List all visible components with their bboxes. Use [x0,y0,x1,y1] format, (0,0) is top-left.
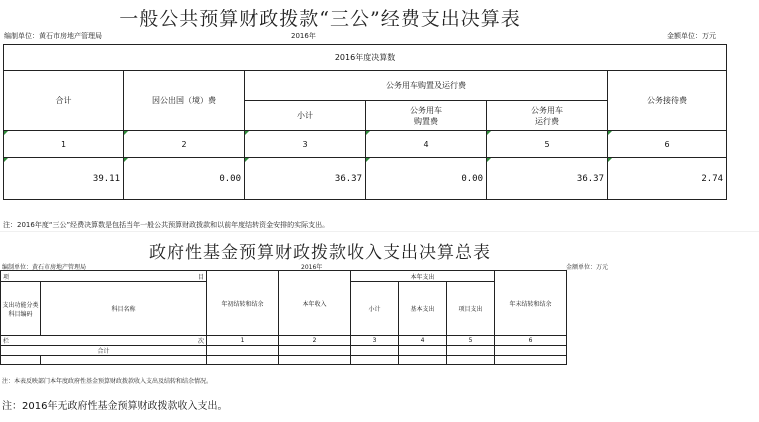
index-cell: 4 [366,131,487,158]
col-vehicle-header: 公务用车购置及运行费 [245,71,608,101]
sheet2-note: 注：本表反映部门本年度政府性基金预算财政拨款收入支出及结转和结余情况。 [2,378,213,385]
col-subtotal-header: 小计 [245,101,366,131]
col-spend-header: 本年支出 [351,271,495,282]
row-lan: 栏 [3,338,10,345]
empty-cell[interactable] [207,346,279,356]
col-abroad-header: 因公出国（境）费 [124,71,245,131]
index-cell: 5 [447,336,495,346]
empty-cell[interactable] [495,356,567,365]
empty-cell[interactable] [41,356,207,365]
index-cell: 1 [4,131,124,158]
col-operation-header: 公务用车 运行费 [487,101,608,131]
sheet2-title: 政府性基金预算财政拨款收入支出决算总表 [149,243,491,263]
row-ci: 次 [198,338,205,345]
sheet1-unit-label: 编制单位：黄石市房地产管理局 [4,32,102,40]
col-total-header: 合计 [4,71,124,131]
index-cell: 4 [399,336,447,346]
sheet1-title: 一般公共预算财政拨款“三公”经费支出决算表 [119,8,521,30]
empty-cell[interactable] [399,346,447,356]
item-header-end: 目 [198,274,205,281]
index-cell: 2 [124,131,245,158]
col-subject-header: 科目名称 [41,282,207,336]
empty-cell[interactable] [495,346,567,356]
sheet1-amount-unit: 金额单位：万元 [667,32,716,40]
value-abroad[interactable]: 0.00 [124,158,245,200]
sheet2-amount-unit: 金额单位：万元 [566,264,609,271]
three-public-expense-table [3,44,727,200]
value-purchase[interactable]: 0.00 [366,158,487,200]
item-header: 项 [3,273,10,281]
index-cell: 6 [495,336,567,346]
gov-fund-summary-table [0,270,635,365]
sheet1-year: 2016年 [291,32,316,40]
col-purchase-header: 公务用车 购置费 [366,101,487,131]
col-project-header: 项目支出 [447,282,495,336]
header-2016-final: 2016年度决算数 [4,45,727,71]
item-header-cell [1,271,207,282]
col-spend-subtotal-header: 小计 [351,282,399,336]
row-total-label: 合计 [1,346,207,356]
sheet1-note: 注：2016年度“三公”经费决算数是包括当年一般公共预算财政拨款和以前年度结转资金安排的实际支出。 [3,221,330,229]
value-subtotal[interactable]: 36.37 [245,158,366,200]
index-cell: 3 [245,131,366,158]
empty-cell[interactable] [279,346,351,356]
lan-ci-cell [1,336,207,346]
sheet2-unit-label: 编制单位：黄石市房地产管理局 [2,264,87,271]
empty-cell[interactable] [447,346,495,356]
index-cell: 3 [351,336,399,346]
final-note: 注：2016年无政府性基金预算财政拨款收入支出。 [2,401,228,412]
empty-cell[interactable] [399,356,447,365]
index-cell: 2 [279,336,351,346]
index-cell: 1 [207,336,279,346]
col-basic-header: 基本支出 [399,282,447,336]
value-total[interactable]: 39.11 [4,158,124,200]
col-income-header: 本年收入 [279,271,351,336]
empty-cell[interactable] [207,356,279,365]
empty-cell[interactable] [447,356,495,365]
col-reception-header: 公务接待费 [608,71,727,131]
index-cell: 6 [608,131,727,158]
sheet2-year: 2016年 [301,264,323,271]
empty-cell[interactable] [351,356,399,365]
value-reception[interactable]: 2.74 [608,158,727,200]
col-func-code-header: 支出功能分类科目编码 [1,282,41,336]
empty-cell[interactable] [279,356,351,365]
col-end-header: 年末结转和结余 [495,271,567,336]
col-begin-header: 年初结转和结余 [207,271,279,336]
index-cell: 5 [487,131,608,158]
value-operation[interactable]: 36.37 [487,158,608,200]
empty-cell[interactable] [1,356,41,365]
divider [0,231,759,232]
empty-cell[interactable] [351,346,399,356]
